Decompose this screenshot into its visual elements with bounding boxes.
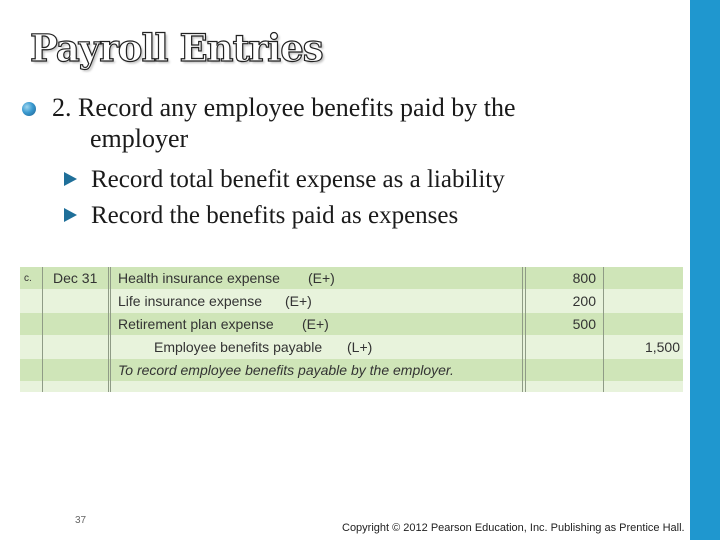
main-bullet-line2: employer [90, 124, 189, 153]
right-accent-bar [690, 0, 720, 540]
bullet-dot-icon [22, 102, 36, 116]
copyright-notice: Copyright © 2012 Pearson Education, Inc. Publishing as Prentice Hall. [342, 522, 685, 534]
column-divider [525, 267, 526, 392]
journal-entry-table [20, 267, 683, 392]
main-bullet-text [52, 92, 516, 154]
account-tag: (E+) [308, 270, 335, 286]
table-row [20, 290, 683, 312]
entry-explanation: To record employee benefits payable by the employer. [118, 362, 454, 378]
table-row [20, 267, 683, 289]
entry-date: Dec 31 [53, 270, 98, 286]
page-number: 37 [75, 515, 87, 526]
sub-bullet [64, 166, 505, 194]
account-name: Life insurance expense [118, 293, 262, 309]
triangle-bullet-icon [64, 172, 77, 186]
account-tag: (E+) [302, 316, 329, 332]
sub-bullet [64, 202, 458, 230]
triangle-bullet-icon [64, 208, 77, 222]
column-divider [108, 267, 109, 392]
main-bullet-line1: 2. Record any employee benefits paid by the [52, 93, 516, 122]
debit-amount: 200 [572, 293, 596, 309]
credit-amount: 1,500 [644, 339, 680, 355]
table-row [20, 336, 683, 358]
table-row [20, 313, 683, 335]
slide-title: Payroll Entries [30, 26, 323, 70]
sub-bullet-text: Record total benefit expense as a liability [91, 166, 505, 193]
account-name: Employee benefits payable [154, 339, 323, 355]
sub-bullet-text: Record the benefits paid as expenses [91, 202, 459, 229]
debit-amount: 500 [572, 316, 596, 332]
account-tag: (E+) [285, 293, 312, 309]
entry-letter: c. [24, 273, 32, 284]
column-divider [522, 267, 523, 392]
account-tag: (L+) [347, 339, 373, 355]
column-divider [110, 267, 111, 392]
debit-amount: 800 [572, 270, 596, 286]
account-name: Retirement plan expense [118, 316, 274, 332]
column-divider [42, 267, 43, 392]
column-divider [603, 267, 604, 392]
table-row [20, 359, 683, 381]
account-name: Health insurance expense [118, 270, 280, 286]
